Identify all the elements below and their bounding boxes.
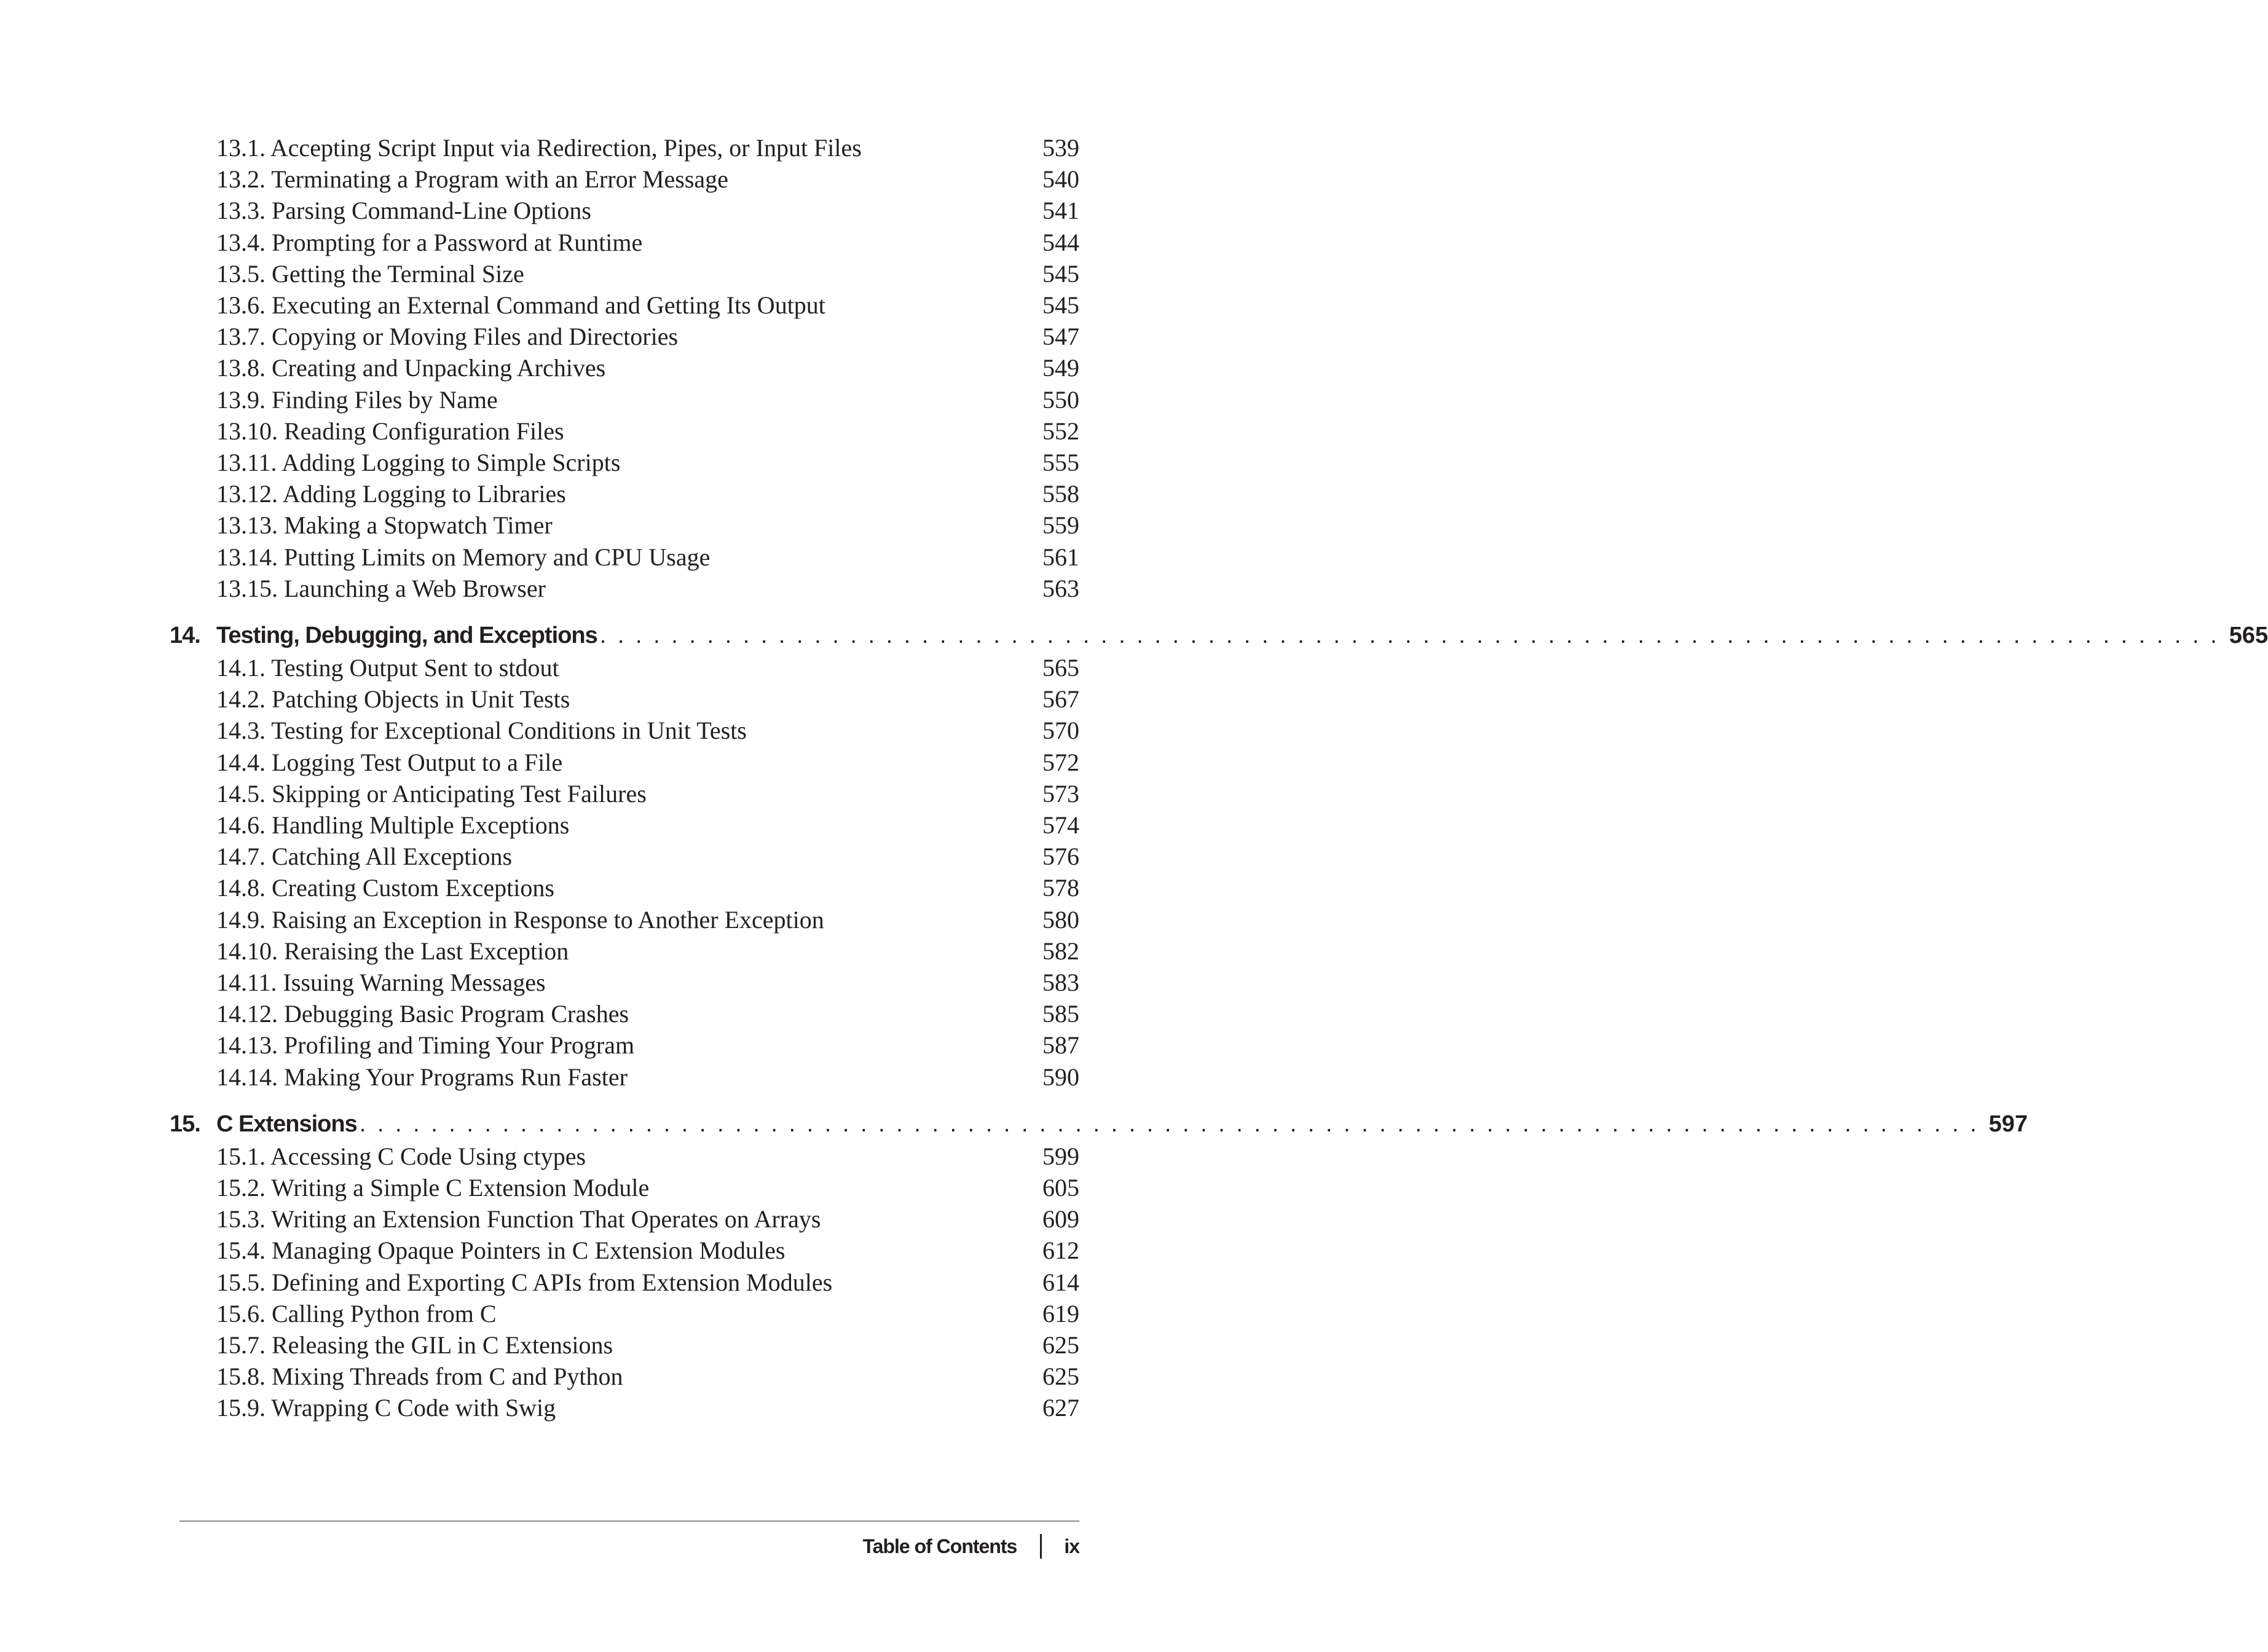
toc-section [216, 1267, 1079, 1298]
section-title: 15.8. Mixing Threads from C and Python [216, 1363, 623, 1390]
section-title: 15.5. Defining and Exporting C APIs from Extension Modules [216, 1268, 833, 1296]
chapter-title: Testing, Debugging, and Exceptions [216, 623, 597, 648]
section-title: 13.12. Adding Logging to Libraries [216, 480, 566, 508]
chapter-number: 15. [170, 1111, 200, 1137]
section-page: 583 [1042, 969, 1079, 996]
section-title: 14.10. Reraising the Last Exception [216, 937, 569, 965]
toc-section [216, 573, 1079, 604]
toc-section [216, 542, 1079, 573]
section-page: 545 [1042, 260, 1079, 288]
toc-section [216, 321, 1079, 352]
section-page: 599 [1042, 1143, 1079, 1170]
toc-section [216, 1235, 1079, 1266]
toc-section [216, 999, 1079, 1029]
toc-section [216, 195, 1079, 226]
toc-section [216, 133, 1079, 163]
section-title: 14.5. Skipping or Anticipating Test Failures [216, 780, 647, 808]
section-title: 14.6. Handling Multiple Exceptions [216, 811, 570, 839]
section-page: 545 [1042, 291, 1079, 319]
section-page: 565 [1042, 654, 1079, 682]
section-page: 544 [1042, 229, 1079, 256]
toc-section [216, 1299, 1079, 1329]
section-title: 14.13. Profiling and Timing Your Program [216, 1031, 635, 1059]
section-page: 549 [1042, 354, 1079, 382]
section-title: 14.3. Testing for Exceptional Conditions in Unit Tests [216, 717, 747, 744]
toc-section [216, 715, 1079, 746]
section-page: 574 [1042, 811, 1079, 839]
section-title: 15.7. Releasing the GIL in C Extensions [216, 1331, 613, 1359]
section-page: 609 [1042, 1205, 1079, 1233]
section-title: 13.15. Launching a Web Browser [216, 575, 546, 602]
section-page: 541 [1042, 197, 1079, 224]
section-page: 578 [1042, 874, 1079, 902]
toc-section [216, 447, 1079, 478]
section-page: 550 [1042, 386, 1079, 414]
toc-section [216, 905, 1079, 935]
toc-section [216, 684, 1079, 715]
section-page: 585 [1042, 1000, 1079, 1028]
chapter-page: 565 [2229, 623, 2268, 648]
section-page: 625 [1042, 1363, 1079, 1390]
toc-chapter [170, 618, 2268, 653]
toc-section [216, 227, 1079, 258]
toc-section [216, 353, 1079, 384]
section-title: 13.9. Finding Files by Name [216, 386, 498, 414]
toc-section [216, 967, 1079, 998]
section-title: 13.4. Prompting for a Password at Runtime [216, 229, 643, 256]
section-title: 13.10. Reading Configuration Files [216, 417, 564, 445]
section-page: 582 [1042, 937, 1079, 965]
section-page: 552 [1042, 417, 1079, 445]
section-page: 561 [1042, 543, 1079, 571]
section-title: 14.2. Patching Objects in Unit Tests [216, 685, 570, 713]
section-title: 13.5. Getting the Terminal Size [216, 260, 524, 288]
toc-section [216, 747, 1079, 778]
footer-page-number: ix [1064, 1535, 1079, 1557]
toc-section [216, 1030, 1079, 1061]
toc-section [216, 479, 1079, 509]
section-title: 15.6. Calling Python from C [216, 1300, 497, 1328]
section-title: 15.3. Writing an Extension Function That Operates on Arrays [216, 1205, 821, 1233]
section-page: 559 [1042, 511, 1079, 539]
toc-section [216, 873, 1079, 903]
section-page: 590 [1042, 1063, 1079, 1091]
section-page: 539 [1042, 134, 1079, 162]
section-title: 15.2. Writing a Simple C Extension Module [216, 1174, 650, 1202]
section-page: 563 [1042, 575, 1079, 602]
section-title: 13.3. Parsing Command-Line Options [216, 197, 591, 224]
leader-dots: . . . . . . . . . . . . . . . . . . . . . . . . . . . . . . . . . . . . . . . . . . . . . . . . . . . . . . . . . . . . . . . . . . . . . . . . . . . . . . . . . . . . . . . . . . . [599, 623, 2219, 648]
section-page: 580 [1042, 906, 1079, 934]
footer-rule [179, 1520, 1079, 1522]
section-title: 15.4. Managing Opaque Pointers in C Extension Modules [216, 1237, 786, 1264]
toc-section [216, 416, 1079, 447]
toc-section [216, 841, 1079, 872]
section-page: 567 [1042, 685, 1079, 713]
section-page: 605 [1042, 1174, 1079, 1202]
section-title: 13.7. Copying or Moving Files and Directories [216, 323, 679, 350]
section-title: 13.13. Making a Stopwatch Timer [216, 511, 553, 539]
footer-separator [1040, 1534, 1042, 1559]
section-title: 13.2. Terminating a Program with an Error Message [216, 165, 728, 193]
section-title: 14.9. Raising an Exception in Response to Another Exception [216, 906, 824, 934]
toc-section [216, 1062, 1079, 1093]
section-title: 14.14. Making Your Programs Run Faster [216, 1063, 628, 1091]
section-page: 573 [1042, 780, 1079, 808]
section-title: 15.9. Wrapping C Code with Swig [216, 1394, 556, 1422]
section-page: 555 [1042, 449, 1079, 476]
section-title: 14.8. Creating Custom Exceptions [216, 874, 554, 902]
section-title: 13.8. Creating and Unpacking Archives [216, 354, 606, 382]
toc-section [216, 653, 1079, 683]
section-title: 14.12. Debugging Basic Program Crashes [216, 1000, 629, 1028]
chapter-title: C Extensions [216, 1111, 357, 1137]
section-page: 614 [1042, 1268, 1079, 1296]
toc-section [216, 1361, 1079, 1392]
section-page: 540 [1042, 165, 1079, 193]
section-title: 13.1. Accepting Script Input via Redirection, Pipes, or Input Files [216, 134, 862, 162]
section-title: 14.7. Catching All Exceptions [216, 843, 513, 870]
toc-chapter [170, 1107, 2028, 1141]
section-page: 587 [1042, 1031, 1079, 1059]
section-page: 558 [1042, 480, 1079, 508]
toc-section [216, 810, 1079, 841]
section-title: 14.11. Issuing Warning Messages [216, 969, 546, 996]
section-title: 14.4. Logging Test Output to a File [216, 749, 563, 776]
section-page: 576 [1042, 843, 1079, 870]
section-page: 627 [1042, 1394, 1079, 1422]
toc-section [216, 1141, 1079, 1172]
chapter-page: 597 [1988, 1111, 2028, 1137]
toc-section [216, 1204, 1079, 1235]
toc-section [216, 290, 1079, 321]
chapter-number: 14. [170, 623, 200, 648]
toc-section [216, 1330, 1079, 1361]
section-page: 570 [1042, 717, 1079, 744]
section-title: 15.1. Accessing C Code Using ctypes [216, 1143, 586, 1170]
section-page: 572 [1042, 749, 1079, 776]
section-page: 547 [1042, 323, 1079, 350]
toc-section [216, 164, 1079, 195]
footer-label: Table of Contents [862, 1535, 1017, 1557]
section-page: 619 [1042, 1300, 1079, 1328]
section-page: 612 [1042, 1237, 1079, 1264]
toc-section [216, 1173, 1079, 1203]
section-page: 625 [1042, 1331, 1079, 1359]
leader-dots: . . . . . . . . . . . . . . . . . . . . . . . . . . . . . . . . . . . . . . . . . . . . . . . . . . . . . . . . . . . . . . . . . . . . . . . . . . . . . . . . . . . . . . . . . . . [359, 1111, 1979, 1137]
toc-section [216, 1393, 1079, 1423]
page-footer [862, 1528, 1079, 1565]
toc-section [216, 385, 1079, 415]
section-title: 13.6. Executing an External Command and Getting Its Output [216, 291, 825, 319]
toc-section [216, 936, 1079, 967]
toc-section [216, 779, 1079, 809]
section-title: 14.1. Testing Output Sent to stdout [216, 654, 559, 682]
toc-section [216, 259, 1079, 289]
section-title: 13.14. Putting Limits on Memory and CPU Usage [216, 543, 711, 571]
toc-section [216, 510, 1079, 541]
section-title: 13.11. Adding Logging to Simple Scripts [216, 449, 621, 476]
